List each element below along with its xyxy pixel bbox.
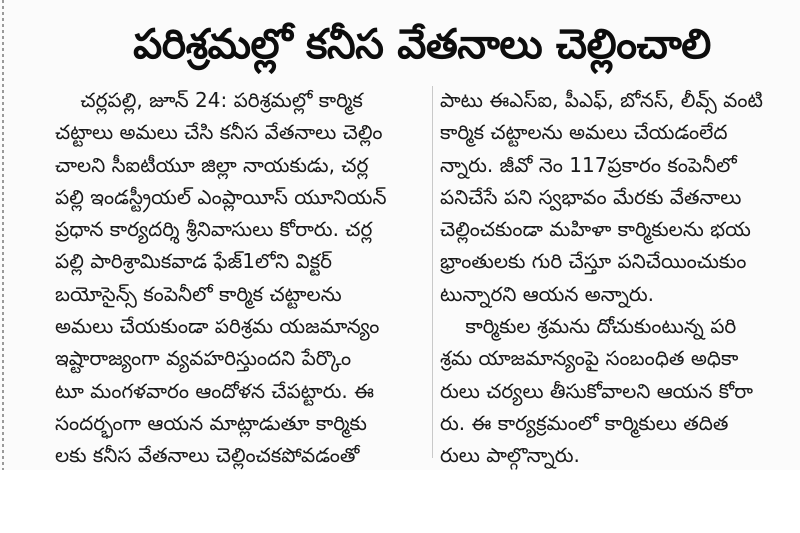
text-line: కార్మికుల శ్రమను దోచుకుంటున్న పరి: [440, 314, 737, 339]
text-line: పల్లి ఇండస్ట్రీయల్ ఎంప్లాయీస్ యూనియన్: [55, 184, 387, 209]
text-line: లకు కనీస వేతనాలు చెల్లించకపోవడంతో: [55, 443, 360, 468]
edge-dotted-rule: [2, 0, 4, 470]
text-line: అమలు చేయకుండా పరిశ్రమ యజమాన్యం: [55, 314, 380, 339]
text-line: భ్రాంతులకు గురి చేస్తూ పనిచేయించుకుం: [440, 249, 747, 274]
text-line: పాటు ఈఎస్ఐ, పీఎఫ్, బోనస్, లీవ్స్ వంటి: [440, 88, 763, 112]
text-line: చర్లపల్లి, జూన్ 24: పరిశ్రమల్లో కార్మిక: [55, 88, 363, 112]
text-line: కార్మిక చట్టాలను అమలు చేయడంలేద: [440, 120, 728, 145]
text-line: చాలని సీఐటీయూ జిల్లా నాయకుడు, చర్ల: [55, 152, 369, 177]
text-line: టున్నారని ఆయన అన్నారు.: [440, 281, 655, 306]
column-divider: [432, 86, 433, 458]
text-line: చట్టాలు అమలు చేసి కనీస వేతనాలు చెల్లిం: [55, 120, 383, 145]
text-line: సందర్భంగా ఆయన మాట్లాడుతూ కార్మికు: [55, 410, 367, 435]
text-line: శ్రమ యాజమాన్యంపై సంబంధిత అధికా: [440, 346, 739, 371]
text-line: టూ మంగళవారం ఆందోళన చేపట్టారు. ఈ: [55, 378, 375, 403]
text-line: రు. ఈ కార్యక్రమంలో కార్మికులు తదిత: [440, 410, 729, 435]
text-line: పనిచేసే పని స్వభావం మేరకు వేతనాలు: [440, 184, 742, 209]
text-line: బయోసైన్స్ కంపెనీలో కార్మిక చట్టాలను: [55, 281, 342, 306]
text-line: రులు చర్యలు తీసుకోవాలని ఆయన కోరా: [440, 378, 753, 403]
text-line: ఇష్టారాజ్యంగా వ్యవహరిస్తుందని పేర్కొం: [55, 346, 352, 371]
article-headline: పరిశ్రమల్లో కనీస వేతనాలు చెల్లించాలి: [133, 20, 711, 68]
text-line: పల్లి పారిశ్రామికవాడ ఫేజ్1లోని విక్టర్: [55, 249, 333, 274]
text-line: న్నారు. జీవో నెం 117ప్రకారం కంపెనీలో: [440, 152, 737, 177]
text-line: ప్రధాన కార్యదర్శి శ్రీనివాసులు కోరారు. చర్ల: [55, 217, 373, 242]
text-line: చెల్లించకుండా మహిళా కార్మికులను భయ: [440, 217, 751, 242]
article-left-column: [55, 84, 425, 472]
article-right-column: [440, 84, 800, 472]
text-line: రులు పాల్గొన్నారు.: [440, 443, 580, 468]
